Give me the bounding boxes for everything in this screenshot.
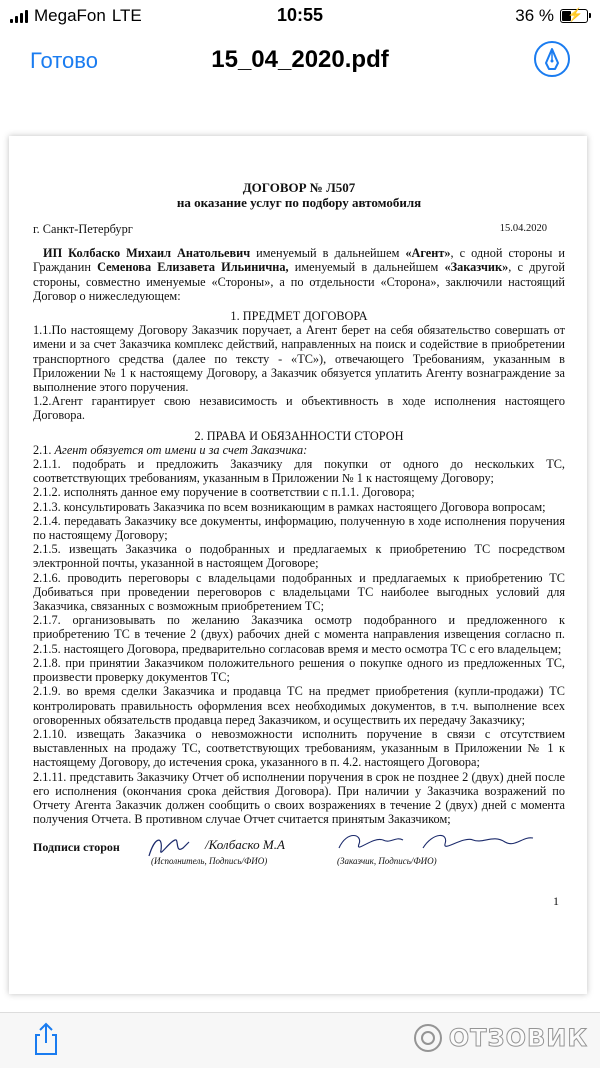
clause-2-1-1: 2.1.1. подобрать и предложить Заказчику для покупки от одного до нескольких ТС, соответствующих требованиям, указанным в Приложении № 1 к настоящему Договору; — [33, 457, 565, 486]
client-name: Семенова Елизавета Ильинична, — [97, 260, 289, 275]
executor-signature — [145, 832, 315, 867]
file-title: 15_04_2020.pdf — [211, 46, 389, 73]
clause-2-1-11: 2.1.11. представить Заказчику Отчет об исполнении поручения в срок не позднее 2 (двух) дней после его исполнения (окончания срока действия Договора). При наличии у Заказчика возражений по Отчету Агента Заказчик должен сообщить о своих возражениях в течение 2 (двух) дней с момента получения Отчета. В противном случае Отчет считается принятым Заказчиком; — [33, 769, 565, 827]
preamble-text-2: , с одной стороны и Гражданин — [33, 246, 566, 275]
preamble-text-1: именуемый в дальнейшем — [250, 246, 406, 261]
bottom-toolbar — [0, 1012, 600, 1068]
client-signature-scribble — [333, 828, 563, 856]
pdf-viewer[interactable] — [0, 92, 600, 1012]
contract-city: г. Санкт-Петербург — [33, 222, 133, 236]
signatures-label: Подписи сторон — [33, 840, 120, 855]
clause-2-1-5: 2.1.5. извещать Заказчика о подобранных и предлагаемых к приобретению ТС посредством электронной почты, указанной в настоящем Договоре; — [33, 542, 565, 571]
battery-percent: 36 % — [515, 6, 554, 25]
clause-1-1: 1.1.По настоящему Договору Заказчик поручает, а Агент берет на себя обязательство совершать от имени и за счет Заказчика комплекс действий, направленных на поиск и содействие в приобретении транспортного средства (далее по тексту - «ТС»), отвечающего Требованиям, указанным в Приложении № 1 к настоящему Договору, а Заказчик обязуется уплатить Агенту вознаграждение за выполнение этого поручения. — [33, 323, 565, 395]
navigation-bar — [0, 32, 600, 92]
share-icon — [30, 1021, 62, 1057]
clause-1-2: 1.2.Агент гарантирует свою независимость и объективность в ходе исполнения настоящего Договора. — [33, 394, 565, 423]
status-bar — [0, 0, 600, 32]
clause-2-1-3: 2.1.3. консультировать Заказчика по всем возникающим в рамках настоящего Договора вопросам; — [33, 499, 546, 514]
clause-2-1-8: 2.1.8. при принятии Заказчиком положительного решения о покупке одного из предложенных ТС, произвести проверку документов ТС; — [33, 655, 565, 685]
contract-title: ДОГОВОР № Л507 — [242, 180, 356, 195]
signatures-block — [33, 832, 565, 872]
executor-name: /Колбаско М.А — [205, 837, 285, 853]
clause-2-1-number: 2.1. — [33, 442, 52, 457]
clock: 10:55 — [276, 5, 324, 25]
section-1-title: 1. ПРЕДМЕТ ДОГОВОРА — [230, 309, 368, 324]
page-content — [33, 180, 565, 872]
client-caption: (Заказчик, Подпись/ФИО) — [337, 856, 437, 867]
contract-date: 15.04.2020 — [499, 223, 547, 234]
clause-2-1 — [33, 443, 565, 457]
clause-2-1-4: 2.1.4. передавать Заказчику все документы, информацию, полученную в ходе исполнения поручения по настоящему Договору; — [33, 513, 565, 543]
network-type: LTE — [111, 6, 142, 25]
clause-2-1-2: 2.1.2. исполнять данное ему поручение в соответствии с п.1.1. Договора; — [33, 485, 415, 500]
clause-2-1-text: Агент обязуется от имени и за счет Заказчика: — [54, 442, 308, 457]
done-button[interactable]: Готово — [30, 48, 98, 73]
section-2-title: 2. ПРАВА И ОБЯЗАННОСТИ СТОРОН — [194, 428, 404, 443]
watermark-text: ОТЗОВИК — [448, 1024, 588, 1052]
preamble-text-4: , с другой стороны, совместно именуемые «Стороны», а по отдельности «Сторона», заключили настоящий Договор о нижеследующем: — [33, 260, 565, 303]
client-signature — [333, 832, 563, 867]
watermark — [413, 1023, 588, 1053]
markup-button[interactable] — [534, 41, 570, 77]
agent-role: «Агент» — [405, 246, 451, 261]
clause-2-1-7: 2.1.7. организовывать по желанию Заказчика осмотр подобранного и предложенного к приобретению ТС в течение 2 (двух) рабочих дней с момента направления извещения согласно п. 2.1.5. настоящего Договора, предварительно согласовав время и место осмотра ТС с его владельцем; — [33, 613, 565, 656]
clause-2-1-6: 2.1.6. проводить переговоры с владельцами подобранных и предлагаемых к приобретению ТС Добиваться при проведении переговоров с владельцами ТС наиболее выгодных условий для Заказчика, связанных с возможным приобретением ТС; — [33, 570, 565, 614]
city-date-row — [33, 222, 565, 236]
client-role: «Заказчик» — [444, 260, 509, 275]
page-number: 1 — [553, 893, 559, 908]
watermark-logo-icon — [413, 1023, 443, 1053]
markup-pen-icon — [536, 43, 568, 75]
executor-caption: (Исполнитель, Подпись/ФИО) — [151, 856, 268, 867]
battery-icon: ⚡ — [560, 9, 588, 23]
share-button[interactable] — [30, 1021, 62, 1057]
preamble-text-3: именуемый в дальнейшем — [288, 260, 445, 275]
pdf-page — [9, 136, 587, 994]
carrier-name: MegaFon — [34, 6, 106, 25]
status-right — [515, 6, 588, 26]
agent-name: ИП Колбаско Михаил Анатольевич — [43, 246, 251, 261]
preamble — [33, 246, 565, 303]
clause-2-1-9: 2.1.9. во время сделки Заказчика и продавца ТС на предмет приобретения (купли-продажи) ТС контролировать правильность оформления всех необходимых документов, в т.ч. выполнение всех оговоренных обязательств продавца перед Заказчиком, и осуществить их передачу Заказчику; — [33, 684, 565, 727]
contract-subtitle: на оказание услуг по подбору автомобиля — [176, 195, 422, 210]
clause-2-1-10: 2.1.10. извещать Заказчика о невозможности исполнить поручение в связи с отсутствием выставленных на продажу ТС, соответствующих требованиям, указанным в Приложении № 1 к настоящему Договору, до истечения срока, указанного в п. 4.2. настоящего Договора; — [33, 726, 565, 770]
